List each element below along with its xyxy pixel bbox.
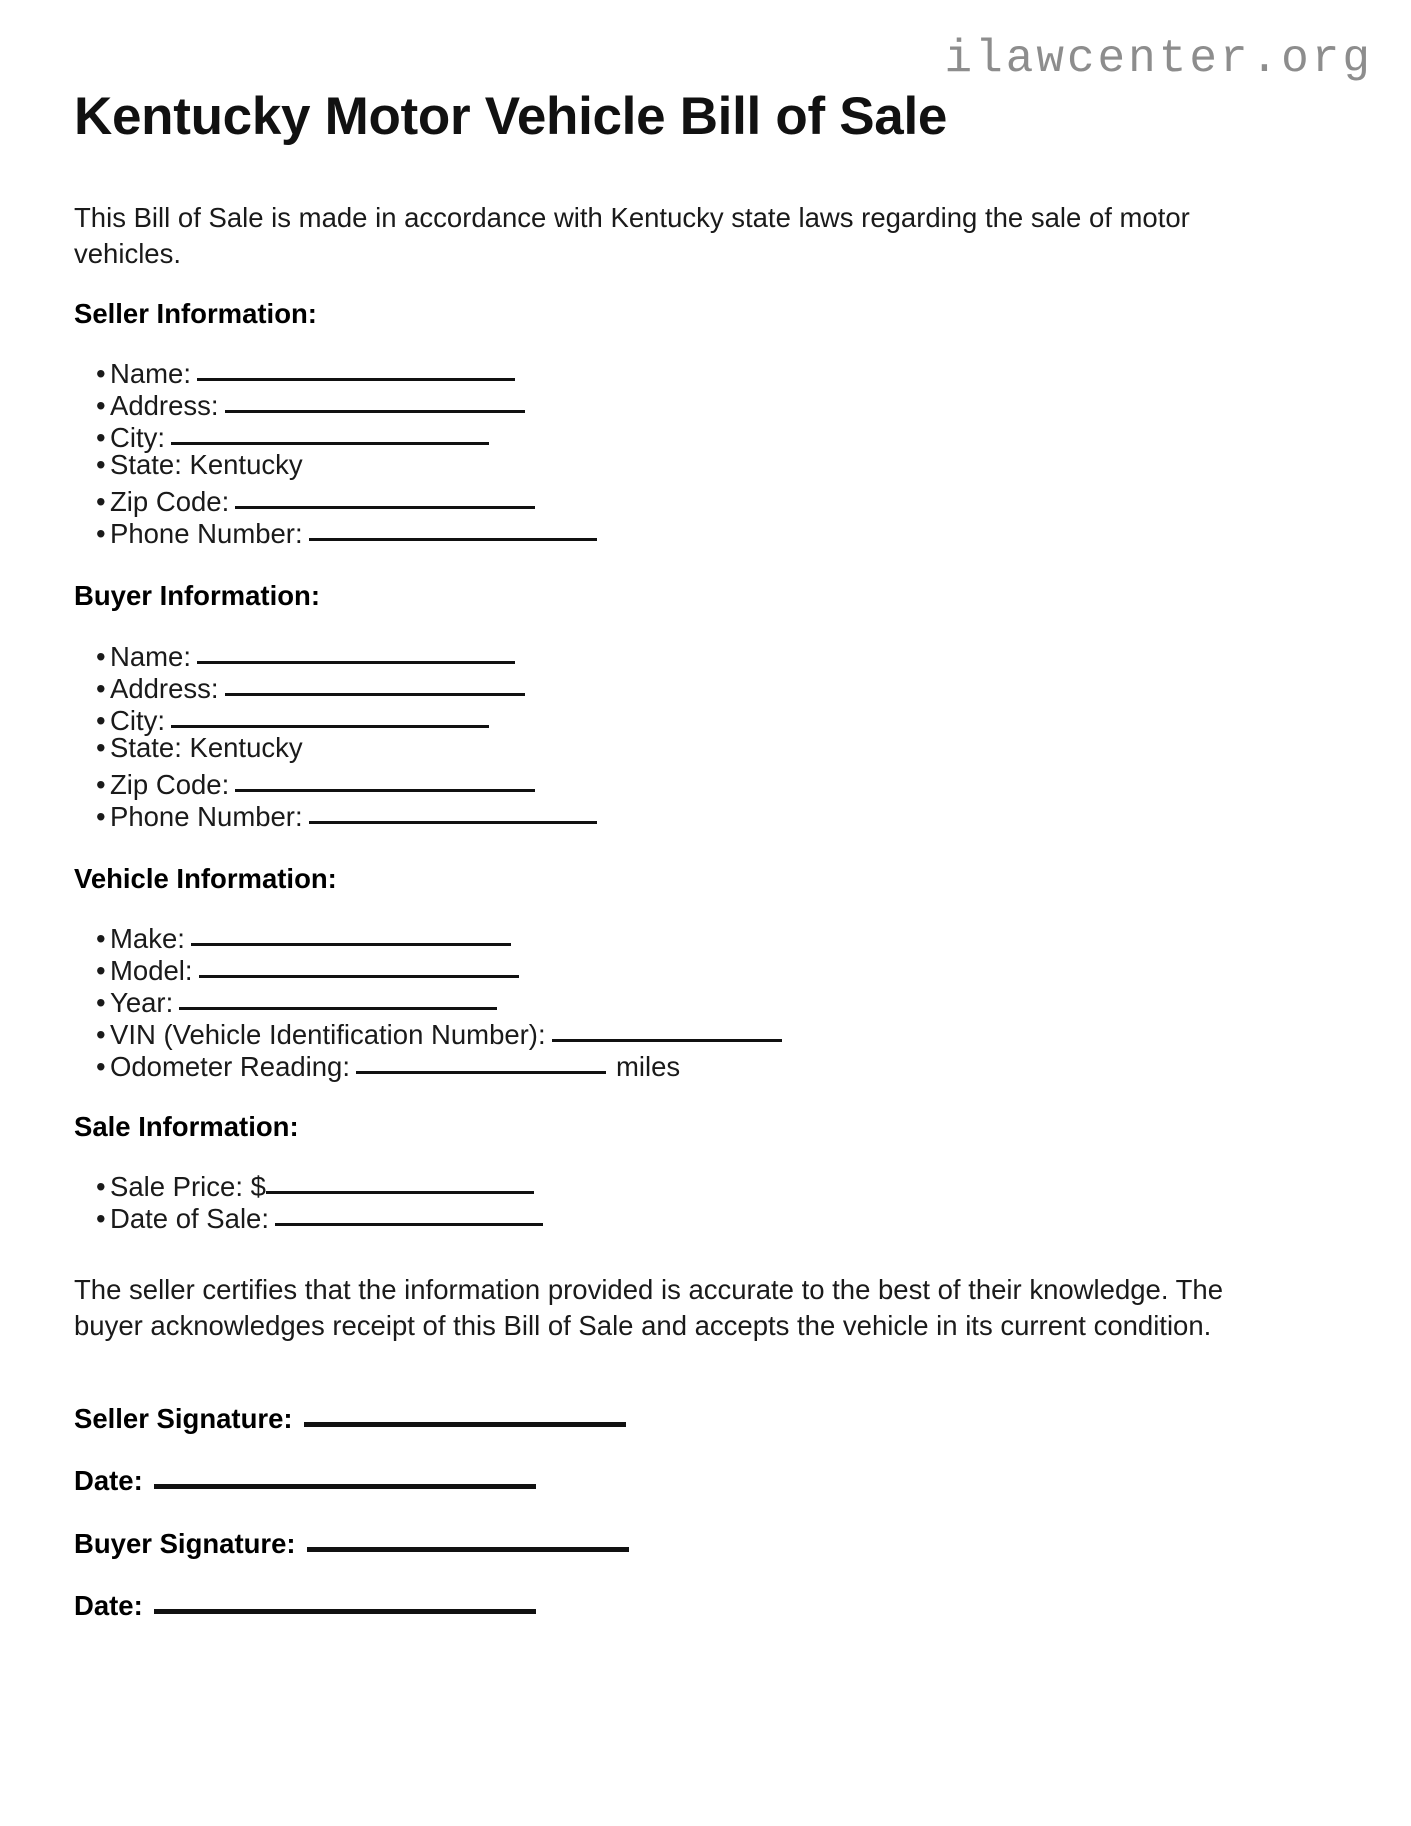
field-label-vehicle-odometer: Odometer Reading: [110, 1050, 350, 1082]
buyer-field-list [74, 638, 597, 830]
section-heading-sale: Sale Information: [74, 1111, 299, 1142]
seller-signature-row [74, 1400, 626, 1432]
odometer-unit-label: miles [616, 1050, 681, 1082]
bullet-icon: • [96, 1018, 106, 1050]
field-label-seller-state: State: Kentucky [110, 449, 303, 480]
seller-signature-blank[interactable] [304, 1400, 626, 1428]
list-item [74, 798, 597, 830]
bullet-icon: • [96, 672, 106, 704]
list-item [74, 483, 597, 515]
bullet-icon: • [96, 800, 106, 832]
buyer-signature-blank[interactable] [307, 1525, 629, 1553]
seller-signature-label: Seller Signature: [74, 1402, 293, 1434]
list-item [74, 702, 597, 734]
list-item [74, 419, 597, 451]
field-blank-vehicle-year[interactable] [179, 984, 497, 1012]
field-blank-buyer-address[interactable] [225, 670, 525, 698]
field-blank-seller-city[interactable] [171, 419, 489, 447]
bullet-icon: • [96, 954, 106, 986]
list-item [74, 952, 782, 984]
certification-paragraph: The seller certifies that the information provided is accurate to the best of their knowledge. The buyer acknowledges receipt of this Bill of Sale and accepts the vehicle in its current condition. [74, 1274, 1223, 1342]
bullet-icon: • [96, 485, 106, 517]
intro-paragraph: This Bill of Sale is made in accordance with Kentucky state laws regarding the sale of motor vehicles. [74, 202, 1190, 270]
field-blank-vehicle-odometer[interactable] [356, 1048, 606, 1076]
field-blank-seller-address[interactable] [225, 387, 525, 415]
field-label-seller-phone: Phone Number: [110, 517, 303, 549]
seller-date-row [74, 1462, 536, 1494]
buyer-date-blank[interactable] [154, 1587, 536, 1615]
field-label-sale-date: Date of Sale: [110, 1202, 269, 1234]
list-item [74, 1016, 782, 1048]
list-item [74, 984, 782, 1016]
field-blank-seller-name[interactable] [197, 355, 515, 383]
buyer-date-row [74, 1587, 536, 1619]
list-item [74, 451, 597, 483]
site-watermark: ilawcenter.org [944, 33, 1373, 85]
field-label-vehicle-year: Year: [110, 986, 174, 1018]
seller-date-blank[interactable] [154, 1462, 536, 1490]
bullet-icon: • [96, 421, 106, 453]
field-label-vehicle-model: Model: [110, 954, 193, 986]
section-heading-buyer: Buyer Information: [74, 580, 320, 611]
list-item [74, 355, 597, 387]
bullet-icon: • [96, 389, 106, 421]
list-item [74, 638, 597, 670]
field-blank-vehicle-model[interactable] [199, 952, 519, 980]
field-blank-buyer-city[interactable] [171, 702, 489, 730]
field-blank-vehicle-vin[interactable] [552, 1016, 782, 1044]
list-item [74, 1048, 782, 1080]
list-item [74, 1168, 543, 1200]
section-heading-seller: Seller Information: [74, 298, 317, 329]
list-item [74, 387, 597, 419]
list-item [74, 920, 782, 952]
field-blank-seller-phone[interactable] [309, 515, 597, 543]
buyer-signature-label: Buyer Signature: [74, 1527, 296, 1559]
field-blank-buyer-phone[interactable] [309, 798, 597, 826]
buyer-date-label: Date: [74, 1589, 143, 1621]
list-item [74, 766, 597, 798]
field-label-buyer-state: State: Kentucky [110, 732, 303, 763]
field-blank-buyer-zip[interactable] [235, 766, 535, 794]
field-label-seller-name: Name: [110, 357, 191, 389]
bullet-icon: • [96, 517, 106, 549]
bullet-icon: • [96, 922, 106, 954]
bullet-icon: • [96, 449, 106, 480]
field-blank-buyer-name[interactable] [197, 638, 515, 666]
bullet-icon: • [96, 986, 106, 1018]
list-item [74, 515, 597, 547]
field-label-seller-city: City: [110, 421, 165, 453]
field-blank-vehicle-make[interactable] [191, 920, 511, 948]
field-label-buyer-zip: Zip Code: [110, 768, 230, 800]
field-label-buyer-city: City: [110, 704, 165, 736]
bullet-icon: • [96, 1170, 106, 1202]
list-item [74, 1200, 543, 1232]
bullet-icon: • [96, 640, 106, 672]
field-label-vehicle-vin: VIN (Vehicle Identification Number): [110, 1018, 546, 1050]
list-item [74, 670, 597, 702]
section-heading-vehicle: Vehicle Information: [74, 863, 337, 894]
field-label-seller-address: Address: [110, 389, 219, 421]
vehicle-field-list [74, 920, 782, 1080]
field-label-buyer-phone: Phone Number: [110, 800, 303, 832]
list-item [74, 734, 597, 766]
bullet-icon: • [96, 768, 106, 800]
bullet-icon: • [96, 732, 106, 763]
field-blank-seller-zip[interactable] [235, 483, 535, 511]
field-blank-sale-date[interactable] [275, 1200, 543, 1228]
field-label-seller-zip: Zip Code: [110, 485, 230, 517]
field-label-buyer-name: Name: [110, 640, 191, 672]
seller-field-list [74, 355, 597, 547]
buyer-signature-row [74, 1525, 629, 1557]
field-blank-sale-price[interactable] [266, 1168, 534, 1196]
field-label-buyer-address: Address: [110, 672, 219, 704]
seller-date-label: Date: [74, 1464, 143, 1496]
bullet-icon: • [96, 357, 106, 389]
page-title: Kentucky Motor Vehicle Bill of Sale [74, 87, 948, 146]
bullet-icon: • [96, 1202, 106, 1234]
sale-field-list [74, 1168, 543, 1232]
bullet-icon: • [96, 704, 106, 736]
field-label-sale-price: Sale Price: $ [110, 1170, 266, 1202]
field-label-vehicle-make: Make: [110, 922, 185, 954]
bullet-icon: • [96, 1050, 106, 1082]
